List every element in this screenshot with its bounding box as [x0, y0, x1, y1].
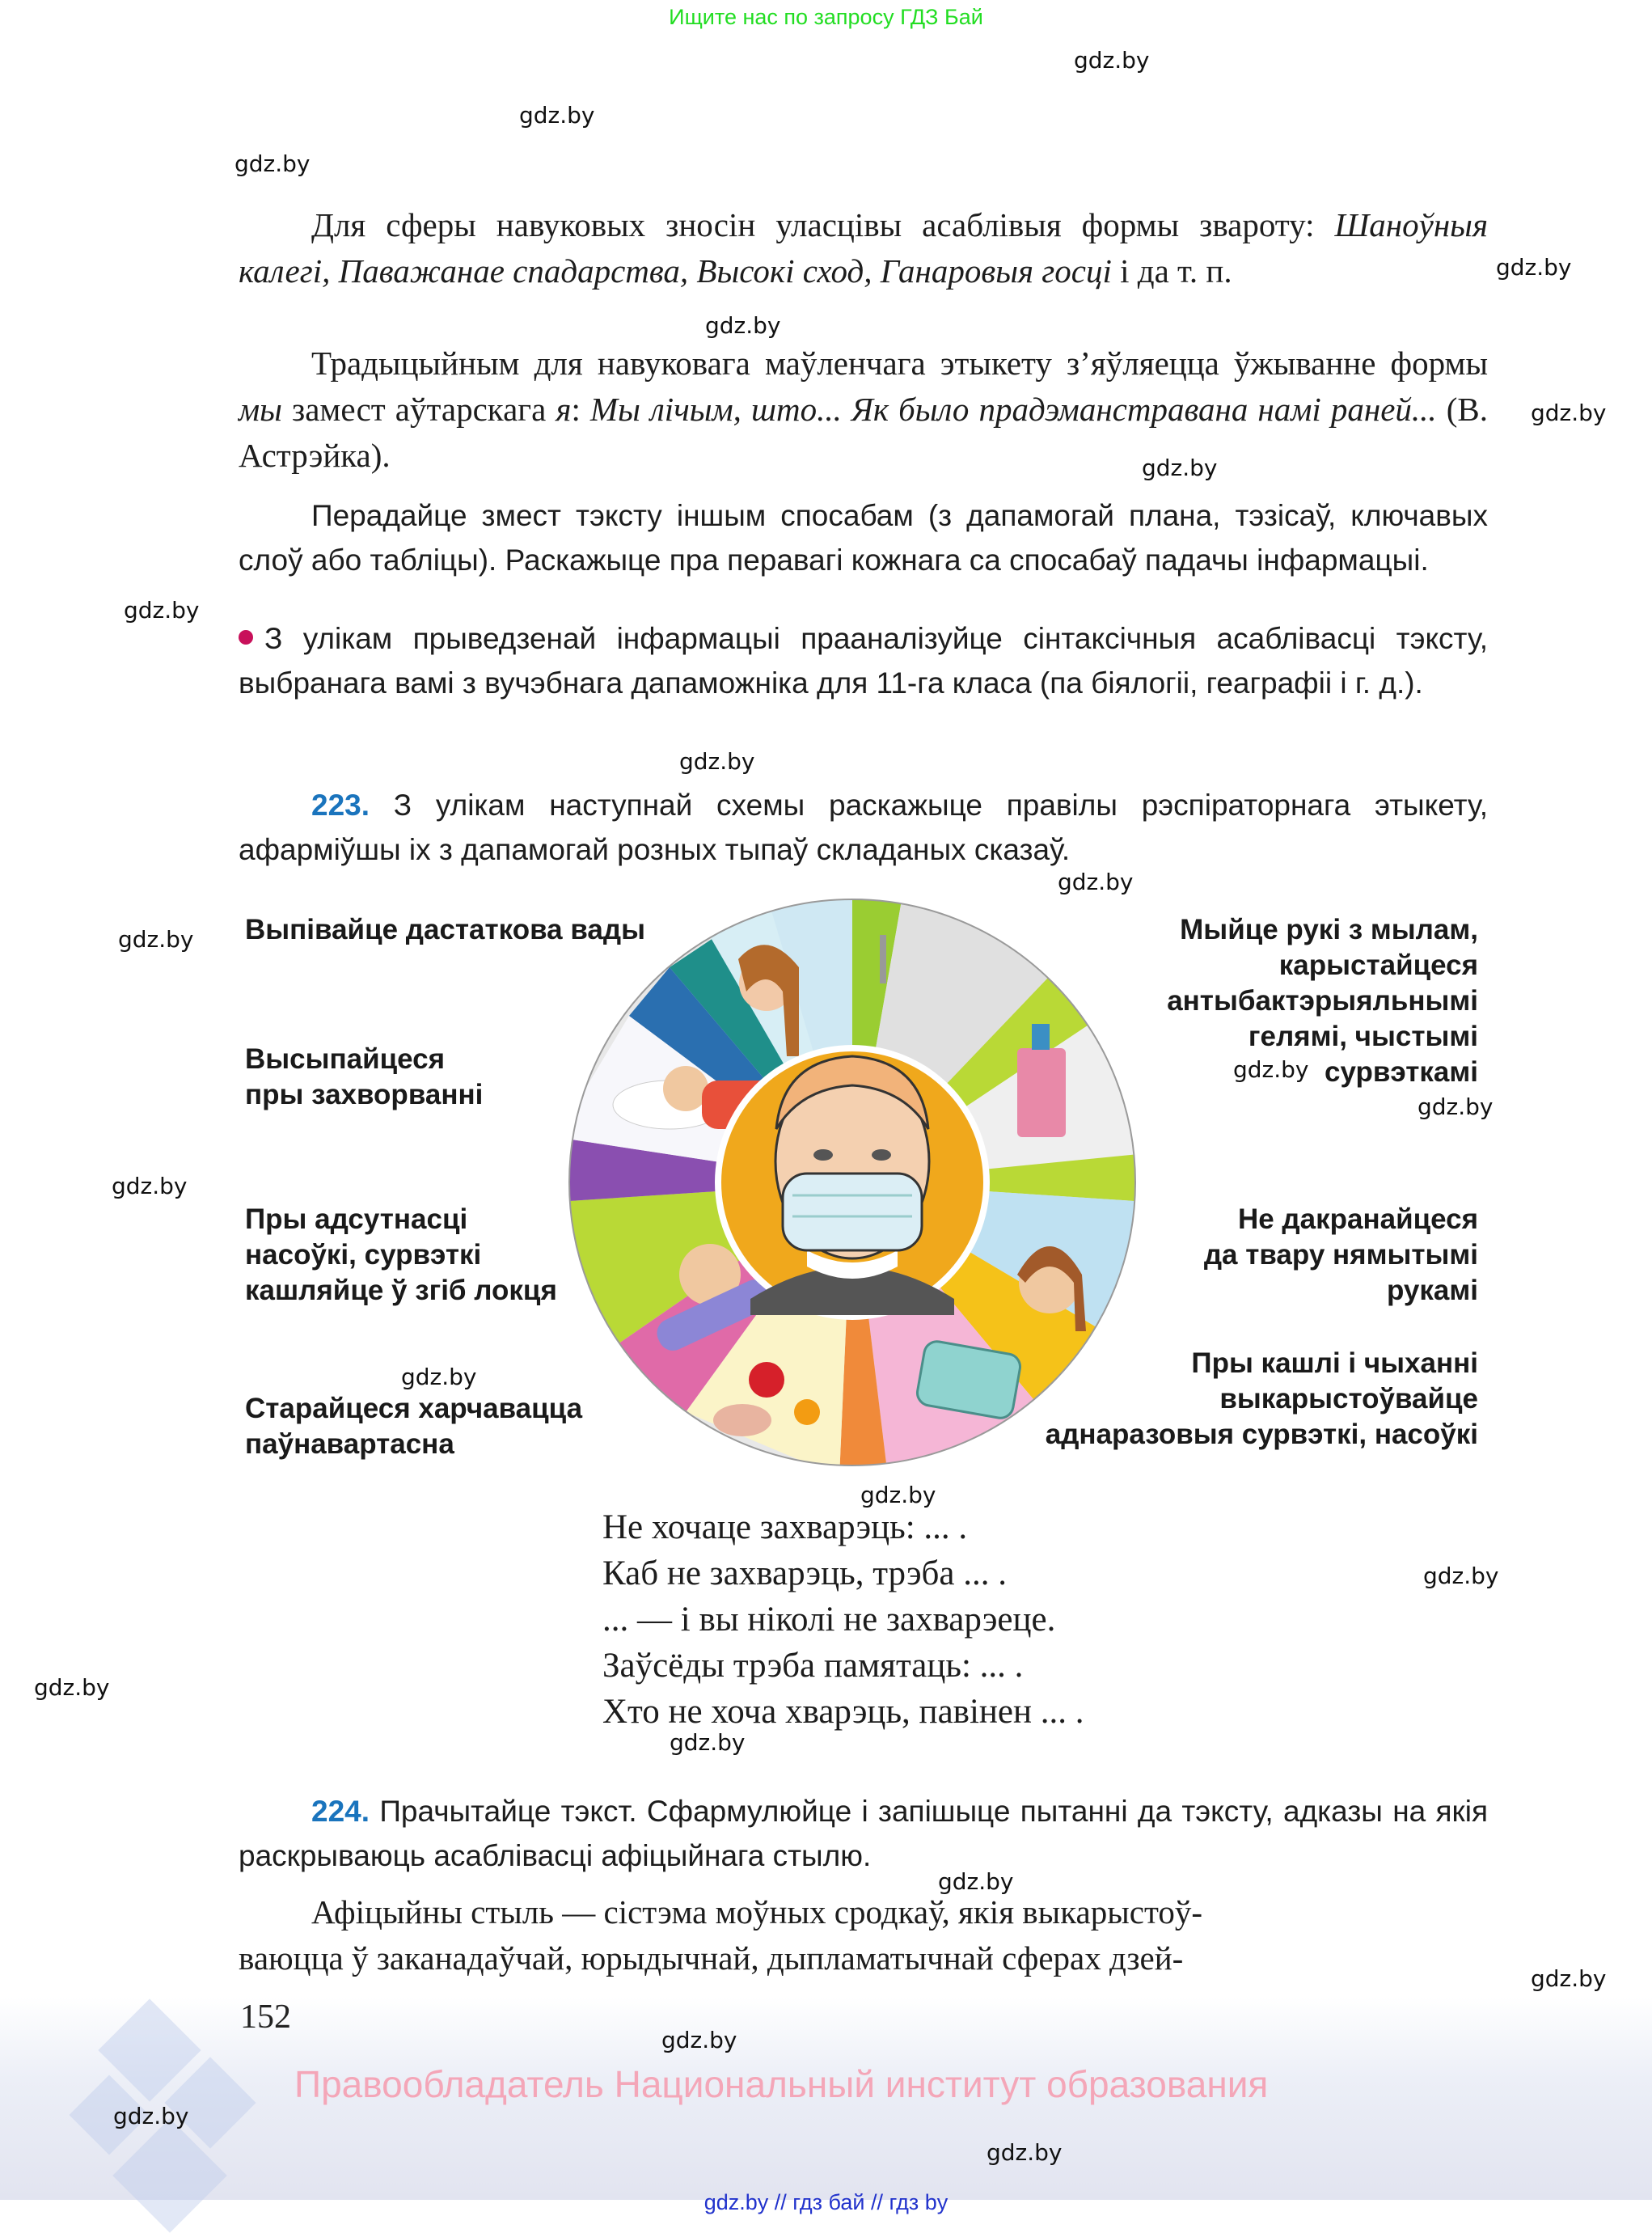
- watermark: gdz.by: [519, 102, 595, 129]
- exercise-number: 223.: [311, 789, 370, 822]
- watermark: gdz.by: [1074, 47, 1150, 74]
- label-drink-water: Выпівайце дастаткова вады: [245, 914, 645, 945]
- exercise-224: [239, 1789, 1488, 1878]
- sentence-list: [602, 1504, 1084, 1735]
- watermark: gdz.by: [1142, 455, 1218, 481]
- watermark: gdz.by: [401, 1364, 477, 1390]
- sentence: ... — і вы ніколі не захварэеце.: [602, 1601, 1056, 1639]
- watermark: gdz.by: [679, 748, 755, 775]
- watermark: gdz.by: [670, 1729, 746, 1756]
- text: і да т. п.: [1111, 252, 1232, 290]
- text: замест аўтарскага: [281, 391, 556, 428]
- copyright-notice: Правообладатель Национальный институт образования: [294, 2063, 1269, 2105]
- sentence: Хто не хоча хварэць, павінен ... .: [602, 1693, 1084, 1731]
- text: Традыцыйным для навуковага маўленчага этыкету з’яўляецца ўжыванне формы: [311, 345, 1488, 382]
- exercise-number: 224.: [311, 1795, 370, 1828]
- label-cough-elbow: Пры адсутнасці насоўкі, сурвэткі кашляйце ў згіб локця: [245, 1203, 557, 1306]
- label-eat-well: Старайцеся харчавацца паўнавартасна: [245, 1393, 583, 1460]
- italic-examples: Шаноўныя калегі, Паважанае спадарства, Высокі сход, Ганаровыя госці: [239, 206, 1488, 290]
- citation: (В. Астрэйка).: [239, 391, 1488, 474]
- watermark: gdz.by: [1496, 254, 1572, 281]
- official-style-line-1: Афіцыйны стыль — сістэма моўных сродкаў, якія выкарыстоў-: [311, 1893, 1202, 1931]
- intro-paragraph-2: [239, 340, 1488, 479]
- label-use-tissues: Пры кашлі і чыханні выкарыстоўвайце аднаразовыя сурвэткі, насоўкі: [1045, 1347, 1478, 1450]
- watermark: gdz.by: [118, 926, 194, 953]
- text: З улікам прыведзенай інфармацыі прааналізуйце сінтаксічныя асаблівасці тэксту, выбранага вамі з вучэбнага дапаможніка для 11-га класа (па біялогіі, геаграфіі і г. д.).: [239, 622, 1488, 700]
- exercise-text: З улікам наступнай схемы раскажыце правілы рэспіраторнага этыкету, афарміўшы іх з дапамогай розных тыпаў складаных сказаў.: [239, 789, 1489, 866]
- watermark: gdz.by: [938, 1868, 1014, 1895]
- watermark: gdz.by: [1058, 869, 1134, 895]
- page-number: 152: [240, 1998, 291, 2036]
- label-wash-hands: Мыйце рукі з мылам, карыстайцеся антыбактэрыяльнымі гелямі, чыстымі сурвэткамі: [1167, 914, 1478, 1088]
- official-style-line-2: ваюцца ў заканадаўчай, юрыдычнай, дыпламатычнай сферах дзей-: [239, 1939, 1184, 1977]
- watermark: gdz.by: [1531, 1965, 1607, 1992]
- label-sleep: Высыпайцеся пры захворванні: [245, 1043, 484, 1110]
- watermark: gdz.by: [1418, 1093, 1494, 1120]
- italic-quote: Мы лічым, што... Як было прадэманстравана намі раней...: [589, 391, 1437, 428]
- exercise-223: [239, 783, 1488, 872]
- text: :: [571, 391, 590, 428]
- intro-paragraph-1: [239, 202, 1488, 294]
- watermark: gdz.by: [705, 312, 781, 339]
- text: Для сферы навуковых зносін уласцівы асаблівыя формы звароту:: [311, 206, 1335, 243]
- label-dont-touch-face: Не дакранайцеся да твару нямытымі рукамі: [1203, 1203, 1478, 1306]
- watermark: gdz.by: [987, 2139, 1063, 2166]
- bottom-links[interactable]: gdz.by // гдз бай // гдз by: [703, 2190, 949, 2214]
- task-bullet: [239, 616, 1488, 705]
- italic-word: мы: [239, 391, 282, 428]
- watermark: gdz.by: [1423, 1563, 1499, 1589]
- watermark: gdz.by: [34, 1674, 110, 1701]
- bullet-icon: [239, 630, 253, 645]
- watermark: gdz.by: [113, 2103, 189, 2129]
- watermark: gdz.by: [860, 1482, 936, 1508]
- watermark: gdz.by: [1233, 1056, 1309, 1083]
- watermark: gdz.by: [124, 597, 200, 624]
- task-paragraph: Перадайце змест тэксту іншым спосабам (з дапамогай плана, тэзісаў, ключавых слоў або табліцы). Раскажыце пра перавагі кожнага са спосабаў падачы інфармацыі.: [239, 499, 1488, 577]
- watermark: gdz.by: [661, 2027, 737, 2053]
- italic-word: я: [556, 391, 572, 428]
- respiratory-etiquette-wheel: [564, 894, 1140, 1470]
- watermark: gdz.by: [1531, 400, 1607, 426]
- sentence: Не хочаце захварэць: ... .: [602, 1508, 968, 1546]
- sentence: Заўсёды трэба памятаць: ... .: [602, 1647, 1024, 1685]
- watermark: gdz.by: [234, 150, 311, 177]
- watermark: gdz.by: [112, 1173, 188, 1199]
- exercise-text: Прачытайце тэкст. Сфармулюйце і запішыце пытанні да тэксту, адказы на якія раскрываюць асаблівасці афіцыйнага стылю.: [239, 1795, 1488, 1872]
- sentence: Каб не захварэць, трэба ... .: [602, 1554, 1008, 1592]
- top-banner[interactable]: Ищите нас по запросу ГДЗ Бай: [669, 5, 983, 29]
